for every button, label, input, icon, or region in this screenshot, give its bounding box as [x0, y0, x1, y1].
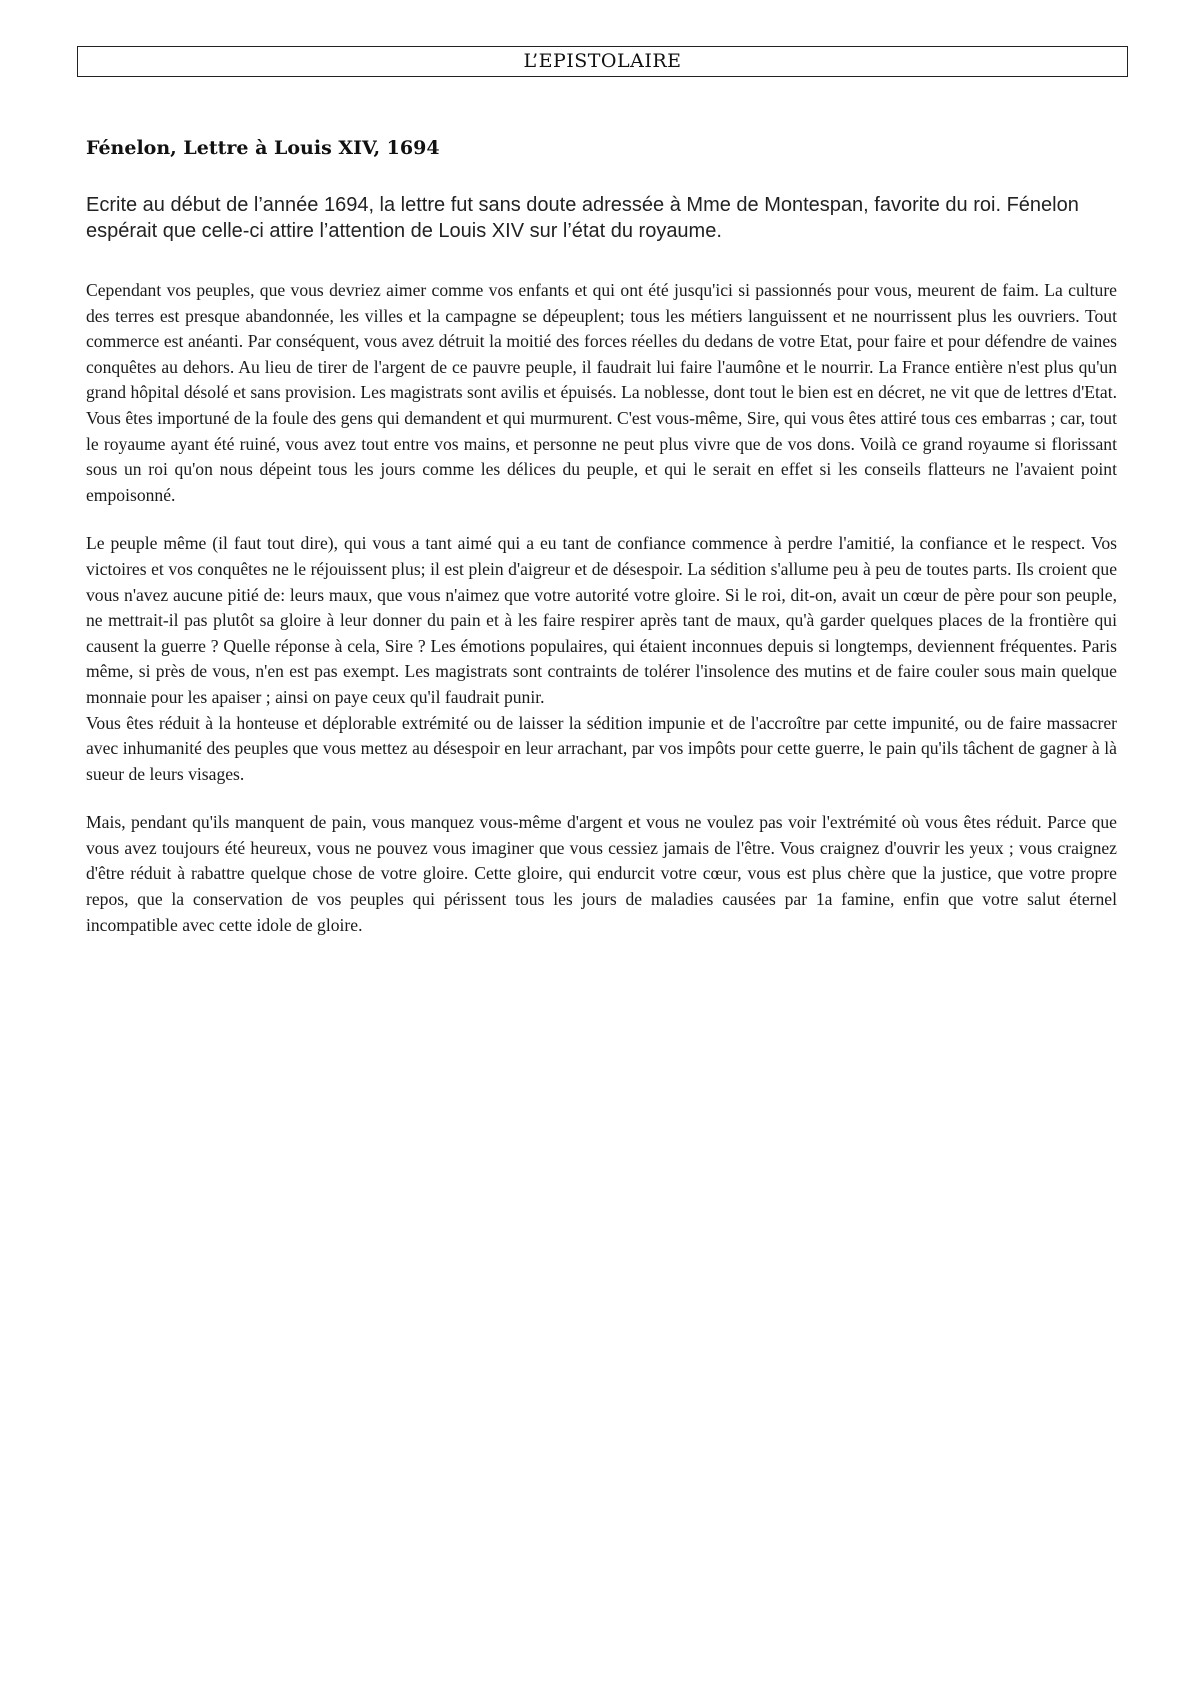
- letter-paragraph-1: Cependant vos peuples, que vous devriez aimer comme vos enfants et qui ont été jusqu'ici si passionnés pour vous, meurent de faim. La culture des terres est presque abandonnée, les villes et la campagne se dépeuplent; tous les métiers languissent et ne nourrissent plus les ouvriers. Tout commerce est anéanti. Par conséquent, vous avez détruit la moitié des forces réelles du dedans de votre Etat, pour faire et pour défendre de vaines conquêtes au dehors. Au lieu de tirer de l'argent de ce pauvre peuple, il faudrait lui faire l'aumône et le nourrir. La France entière n'est plus qu'un grand hôpital désolé et sans provision. Les magistrats sont avilis et épuisés. La noblesse, dont tout le bien est en décret, ne vit que de lettres d'Etat. Vous êtes importuné de la foule des gens qui demandent et qui murmurent. C'est vous-même, Sire, qui vous êtes attiré tous ces embarras ; car, tout le royaume ayant été ruiné, vous avez tout entre vos mains, et personne ne peut plus vivre que de vos dons. Voilà ce grand royaume si florissant sous un roi qu'on nous dépeint tous les jours comme les délices du peuple, et qui le serait en effet si les conseils flatteurs ne l'avaient point empoisonné.: [86, 280, 1117, 505]
- letter-paragraph-3: Vous êtes réduit à la honteuse et déplorable extrémité ou de laisser la sédition impunie et de l'accroître par cette impunité, ou de faire massacrer avec inhumanité des peuples que vous mettez au désespoir en leur arrachant, par vos impôts pour cette guerre, le pain qu'ils tâchent de gagner à là sueur de leurs visages.: [86, 712, 1117, 784]
- intro-text: Ecrite au début de l’année 1694, la lettre fut sans doute adressée à Mme de Montespan, favorite du roi. Fénelon espérait que celle-ci attire l’attention de Louis XIV sur l’état du royaume.: [86, 194, 1079, 242]
- letter-heading: Fénelon, Lettre à Louis XIV, 1694: [86, 137, 440, 159]
- letter-body: [86, 278, 1117, 938]
- title-box: [77, 46, 1128, 77]
- letter-paragraph-2: Le peuple même (il faut tout dire), qui vous a tant aimé qui a eu tant de confiance commence à perdre l'amitié, la confiance et le respect. Vos victoires et vos conquêtes ne le réjouissent plus; il est plein d'aigreur et de désespoir. La sédition s'allume peu à peu de toutes parts. Ils croient que vous n'avez aucune pitié de: leurs maux, que vous n'aimez que votre autorité votre gloire. Si le roi, dit-on, avait un cœur de père pour son peuple, ne mettrait-il pas plutôt sa gloire à leur donner du pain et à les faire respirer après tant de maux, qu'à garder quelques places de la frontière qui causent la guerre ? Quelle réponse à cela, Sire ? Les émotions populaires, qui étaient inconnues depuis si longtemps, deviennent fréquentes. Paris même, si près de vous, n'en est pas exempt. Les magistrats sont contraints de tolérer l'insolence des mutins et de faire couler sous main quelque monnaie pour les apaiser ; ainsi on paye ceux qu'il faudrait punir.: [86, 533, 1117, 707]
- document-title: L’EPISTOLAIRE: [523, 50, 682, 72]
- letter-paragraph-4: Mais, pendant qu'ils manquent de pain, vous manquez vous-même d'argent et vous ne voulez pas voir l'extrémité où vous êtes réduit. Parce que vous avez toujours été heureux, vous ne pouvez vous imaginer que vous cessiez jamais de l'être. Vous craignez d'ouvrir les yeux ; vous craignez d'être réduit à rabattre quelque chose de votre gloire. Cette gloire, qui endurcit votre cœur, vous est plus chère que la justice, que votre propre repos, que la conservation de vos peuples qui périssent tous les jours de maladies causées par 1a famine, enfin que votre salut éternel incompatible avec cette idole de gloire.: [86, 812, 1117, 935]
